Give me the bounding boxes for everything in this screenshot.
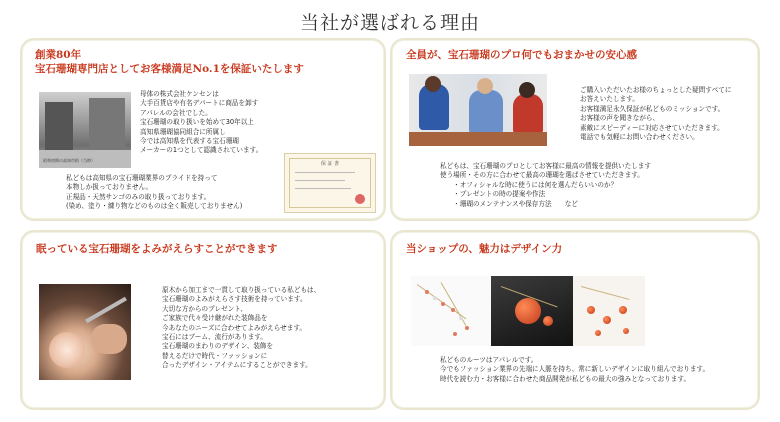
coral-ball-photo	[491, 276, 573, 346]
certificate-image	[284, 153, 376, 213]
card-design-text: 私どものルーツはアパレルです。 今でもファッション業界の先端に人脈を持ち、常に新しいデザインに取り組んでおります。 時代を読む力・お客様に合わせた商品開発が私どもの最大の強みとなっております。	[440, 356, 710, 383]
earrings-photo	[573, 276, 645, 346]
card-staff-heading: 全員が、宝石珊瑚のプロ何でもおまかせの安心感	[406, 49, 637, 61]
card-restore	[20, 230, 386, 410]
necklace-photo-1	[411, 276, 493, 346]
seal-icon	[355, 194, 365, 204]
staff-photo	[409, 74, 547, 146]
old-street-photo	[39, 92, 131, 168]
photo-caption: 昭和初期の高知市街（当時）	[43, 158, 95, 163]
card-history-heading: 創業80年 宝石珊瑚専門店としてお客様満足No.1を保証いたします	[35, 49, 304, 75]
card-history	[20, 38, 386, 221]
page-title: 当社が選ばれる理由	[299, 12, 480, 34]
card-staff-text-1: ご購入いただいたお様のちょっとした疑問すべてに お答えいたします。 お客様満足永久保証が私どものミッションです。 お客様の声を聞きながら、 素敵にスピーディーに対応させていただきます。 電話でも気軽にお問い合わせください。	[580, 86, 732, 142]
certificate-title: 保 証 書	[320, 161, 340, 167]
carving-photo	[39, 284, 131, 380]
card-design-heading: 当ショップの、魅力はデザイン力	[406, 243, 563, 255]
card-history-text-2: 私どもは高知県の宝石珊瑚業界のプライドを持って 本物しか扱っておりません。 正規品・天然サンゴのみの取り扱っております。 (染め、塗り・練り物などのものは全く販売しておりません)	[66, 174, 243, 211]
card-design	[390, 230, 760, 410]
card-staff-text-2: 私どもは、宝石珊瑚のプロとしてお客様に最高の情報を提供いたします 使う場所・その方に合わせて最高の珊瑚を選ばさせていただきます。 ・オフィシャルな時に使うには何を選んだらいいのか？ ・プレゼントの時の提案や作法 ・珊瑚のメンテナンスや保存方法 など	[440, 162, 651, 208]
card-staff	[390, 38, 760, 221]
card-restore-heading: 眠っている宝石珊瑚をよみがえらすことができます	[36, 243, 278, 255]
card-restore-text: 原木から加工まで一貫して取り扱っている私どもは、 宝石珊瑚のよみがえらさす技術を持っています。 大切な方からのプレゼント、 ご家族で代々受け継がれた装飾品を 今あなたのニーズに合わせてよみがえらせます。 宝石にはブーム、流行があります。 宝石珊瑚のまわりのデザイン、装飾を 替えるだけで時代・ファッションに 合ったデザイン・アイテムにすることができます。	[162, 286, 321, 370]
card-history-text-1: 母体の株式会社ケンセンは 大手百貨店や有名デパートに商品を卸す アパレルの会社でした。 宝石珊瑚の取り扱いを始めて30年以上 高知県珊瑚協同組合に所属し 今では高知県を代表する宝石珊瑚 メーカーの1つとして認識されています。	[140, 90, 263, 155]
